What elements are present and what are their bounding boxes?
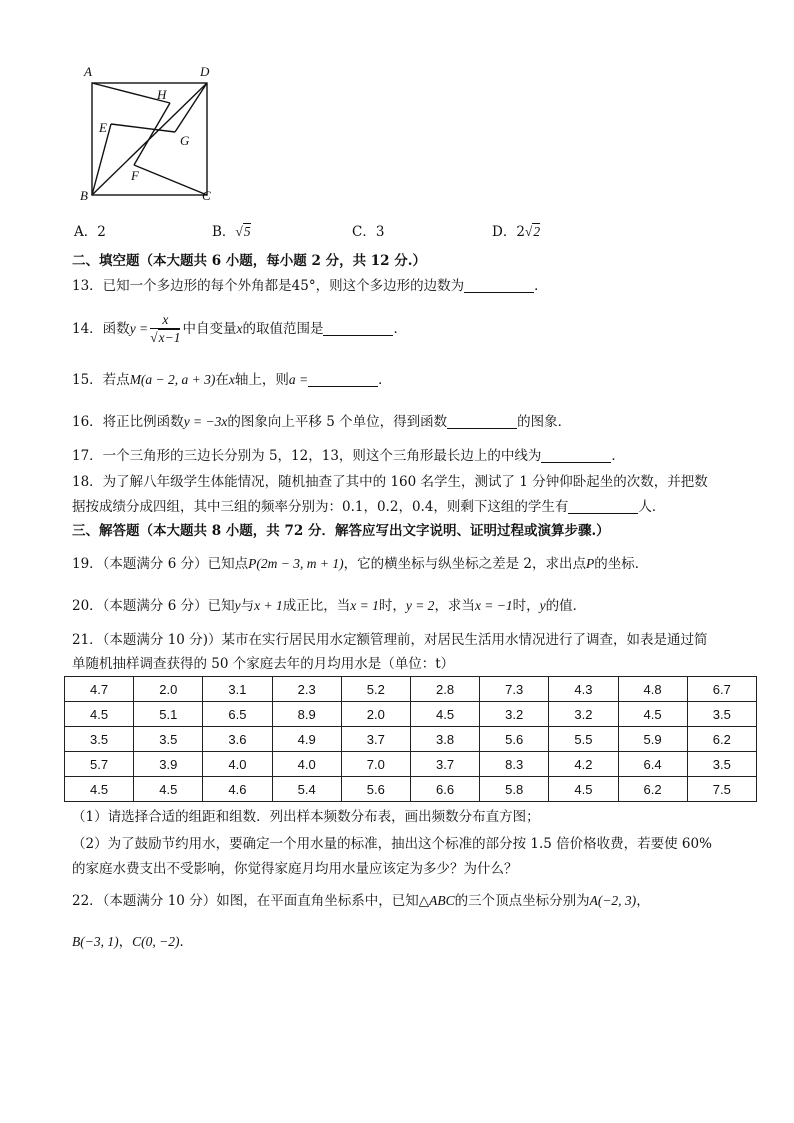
- table-cell: 5.2: [341, 677, 410, 702]
- section-2-heading: 二、填空题（本大题共 6 小题，每小题 2 分，共 12 分.）: [72, 253, 426, 269]
- q16-pre: 16．将正比例函数: [72, 414, 184, 430]
- table-cell: 3.1: [203, 677, 272, 702]
- table-cell: 4.2: [549, 752, 618, 777]
- segment-eg: [111, 124, 175, 132]
- table-cell: 3.7: [410, 752, 479, 777]
- q18-end: 人．: [638, 499, 666, 515]
- table-cell: 3.8: [410, 727, 479, 752]
- q22-sep: ，: [636, 893, 650, 909]
- q15-end: ．: [378, 372, 392, 388]
- water-usage-table-body: [65, 677, 757, 802]
- option-d-prefix: D．2: [492, 224, 525, 240]
- q18-line2: 据按成绩分成四组，其中三组的频率分别为：0.1，0.2，0.4，则剩下这组的学生有: [72, 499, 569, 515]
- table-cell: 5.9: [618, 727, 687, 752]
- square-geometry-figure: [78, 62, 218, 202]
- label-e: E: [99, 120, 107, 135]
- table-cell: 3.7: [341, 727, 410, 752]
- q22-end: ．: [179, 934, 193, 950]
- label-c: C: [202, 188, 211, 202]
- option-c: C．3: [352, 224, 385, 240]
- q13-text: 13．已知一个多边形的每个外角都是45°，则这个多边形的边数为: [72, 278, 465, 294]
- q20-mid3: 时，: [378, 598, 406, 614]
- table-cell: 2.8: [410, 677, 479, 702]
- q15-expr: M(a − 2, a + 3): [129, 372, 216, 387]
- table-cell: 3.5: [687, 752, 756, 777]
- q20-mid5: 时，: [512, 598, 540, 614]
- q15-mid2: 轴上，则: [234, 372, 289, 388]
- table-cell: 6.4: [618, 752, 687, 777]
- label-h: H: [157, 87, 167, 102]
- table-cell: 2.3: [272, 677, 341, 702]
- q18-answer-blank[interactable]: [568, 499, 638, 514]
- label-g: G: [180, 133, 190, 148]
- table-cell: 5.6: [480, 727, 549, 752]
- question-17: [72, 447, 625, 465]
- table-cell: 8.3: [480, 752, 549, 777]
- q20-c1: x = 1: [350, 598, 379, 613]
- q20-y: y: [234, 598, 241, 613]
- table-cell: 5.1: [134, 702, 203, 727]
- table-cell: 5.4: [272, 777, 341, 802]
- table-cell: 3.2: [549, 702, 618, 727]
- q15-var: x: [228, 372, 235, 387]
- table-cell: 2.0: [341, 702, 410, 727]
- table-cell: 5.5: [549, 727, 618, 752]
- question-21-line-2: 单随机抽样调查获得的 50 个家庭去年的月均用水是（单位：t）: [72, 656, 455, 672]
- table-cell: 7.5: [687, 777, 756, 802]
- q20-c3: x = −1: [474, 598, 513, 613]
- question-22-line-2: [72, 933, 193, 951]
- table-cell: 6.6: [410, 777, 479, 802]
- table-cell: 7.0: [341, 752, 410, 777]
- q20-c2: y = 2: [405, 598, 435, 613]
- question-13: [72, 277, 548, 295]
- q20-mid2: 成正比，当: [282, 598, 351, 614]
- question-19: [72, 555, 648, 573]
- segment-cf: [134, 165, 207, 195]
- q20-end: 的值．: [545, 598, 587, 614]
- q15-pre: 15．若点: [72, 372, 130, 388]
- table-cell: 4.0: [203, 752, 272, 777]
- option-b-prefix: B．: [212, 224, 236, 240]
- q14-end: ．: [393, 321, 407, 337]
- table-cell: 3.5: [687, 702, 756, 727]
- table-cell: 4.6: [203, 777, 272, 802]
- table-cell: 4.5: [65, 702, 134, 727]
- table-cell: 7.3: [480, 677, 549, 702]
- q14-numerator: x: [150, 312, 180, 329]
- question-15: [72, 371, 392, 389]
- table-cell: 3.2: [480, 702, 549, 727]
- q14-post2: 的取值范围是: [242, 321, 324, 337]
- table-row: [65, 727, 757, 752]
- q15-answer-blank[interactable]: [308, 372, 378, 387]
- question-21-sub-2-line-1: （2）为了鼓励节约用水，要确定一个用水量的标准，抽出这个标准的部分按 1.5 倍价格收费，若要使 60%: [72, 836, 712, 852]
- table-cell: 4.7: [65, 677, 134, 702]
- question-14: [72, 310, 407, 348]
- q22-triangle: ABC: [429, 893, 455, 908]
- q16-answer-blank[interactable]: [447, 414, 517, 429]
- question-18-line-2: [72, 498, 665, 516]
- q13-end: ．: [534, 278, 548, 294]
- table-row: [65, 702, 757, 727]
- table-cell: 6.2: [618, 777, 687, 802]
- table-cell: 5.8: [480, 777, 549, 802]
- q14-fraction: $\frac{x}{√x-1}$: [150, 312, 181, 345]
- q14-pre: 14．函数: [72, 321, 130, 337]
- label-b: B: [80, 188, 88, 202]
- q20-mid4: ，求当: [434, 598, 475, 614]
- question-21-line-1: 21．（本题满分 10 分)）某市在实行居民用水定额管理前，对居民生活用水情况进行了调查，如表是通过简: [72, 632, 708, 648]
- q22-sep2: ，: [118, 934, 133, 950]
- table-cell: 4.3: [549, 677, 618, 702]
- q19-expr: P(2m − 3, m + 1): [248, 556, 344, 571]
- q13-answer-blank[interactable]: [464, 278, 534, 293]
- q17-text: 17．一个三角形的三边长分别为 5，12，13，则这个三角形最长边上的中线为: [72, 448, 542, 464]
- q14-answer-blank[interactable]: [323, 321, 393, 336]
- q22-mid: 的三个顶点坐标分别为: [454, 893, 590, 909]
- question-21-sub-1: （1）请选择合适的组距和组数．列出样本频数分布表，画出频数分布直方图；: [72, 809, 540, 825]
- question-22-line-1: [72, 892, 650, 910]
- table-cell: 5.6: [341, 777, 410, 802]
- option-a: A．2: [74, 224, 106, 240]
- q20-y2: y: [539, 598, 546, 613]
- table-cell: 5.7: [65, 752, 134, 777]
- table-cell: 4.0: [272, 752, 341, 777]
- q22-point-c: C(0, −2): [132, 934, 180, 949]
- q14-var: x: [236, 321, 243, 336]
- segment-hf: [134, 103, 170, 165]
- label-a: A: [84, 64, 92, 79]
- q20-pre: 20．（本题满分 6 分）已知: [72, 598, 235, 614]
- q19-end: 的坐标．: [594, 556, 649, 572]
- question-21-sub-2-line-2: 的家庭水费支出不受影响，你觉得家庭月均用水量应该定为多少？为什么？: [72, 861, 518, 877]
- q22-pre: 22．（本题满分 10 分）如图，在平面直角坐标系中，已知△: [72, 893, 430, 909]
- q20-mid: 与: [240, 598, 255, 614]
- table-cell: 3.6: [203, 727, 272, 752]
- question-20: [72, 597, 586, 615]
- table-row: [65, 677, 757, 702]
- question-18-line-1: 18．为了解八年级学生体能情况，随机抽查了其中的 160 名学生，测试了 1 分钟仰卧起坐的次数，并把数: [72, 474, 708, 490]
- label-d: D: [200, 64, 210, 79]
- table-cell: 4.5: [65, 777, 134, 802]
- table-cell: 6.7: [687, 677, 756, 702]
- q14-lhs: y =: [129, 321, 149, 336]
- q16-expr: y = −3x: [183, 414, 228, 429]
- segment-dg: [175, 83, 207, 132]
- option-b: B．√5: [212, 224, 251, 240]
- option-b-radicand: 5: [243, 224, 251, 239]
- q22-point-b: B(−3, 1): [72, 934, 119, 949]
- label-f: F: [131, 168, 139, 183]
- table-cell: 4.5: [410, 702, 479, 727]
- table-cell: 6.2: [687, 727, 756, 752]
- q20-expr1: x + 1: [254, 598, 283, 613]
- option-d-radicand: 2: [533, 224, 541, 239]
- table-cell: 3.5: [65, 727, 134, 752]
- table-cell: 4.5: [618, 702, 687, 727]
- table-cell: 4.8: [618, 677, 687, 702]
- water-usage-table: [64, 676, 757, 802]
- q15-mid: 在: [215, 372, 229, 388]
- table-row: [65, 777, 757, 802]
- q15-eq: a =: [288, 372, 309, 387]
- table-cell: 6.5: [203, 702, 272, 727]
- q17-answer-blank[interactable]: [541, 448, 611, 463]
- q19-var: P: [585, 556, 595, 571]
- table-cell: 3.9: [134, 752, 203, 777]
- table-cell: 4.5: [134, 777, 203, 802]
- table-cell: 3.5: [134, 727, 203, 752]
- q16-mid: 的图象向上平移 5 个单位，得到函数: [227, 414, 448, 430]
- q16-end: 的图象．: [517, 414, 572, 430]
- q14-post: 中自变量: [182, 321, 237, 337]
- section-3-heading: 三、解答题（本大题共 8 小题，共 72 分．解答应写出文字说明、证明过程或演算步骤.）: [72, 523, 610, 539]
- q14-denominator: x−1: [158, 330, 181, 345]
- table-cell: 2.0: [134, 677, 203, 702]
- q19-mid: ，它的横坐标与纵坐标之差是 2，求出点: [343, 556, 586, 572]
- question-16: [72, 413, 571, 431]
- q22-point-a: A(−2, 3): [589, 893, 637, 908]
- q19-pre: 19．（本题满分 6 分）已知点: [72, 556, 249, 572]
- table-cell: 4.9: [272, 727, 341, 752]
- table-cell: 8.9: [272, 702, 341, 727]
- table-cell: 4.5: [549, 777, 618, 802]
- q17-end: ．: [611, 448, 625, 464]
- option-d: D．2√2: [492, 224, 541, 240]
- table-row: [65, 752, 757, 777]
